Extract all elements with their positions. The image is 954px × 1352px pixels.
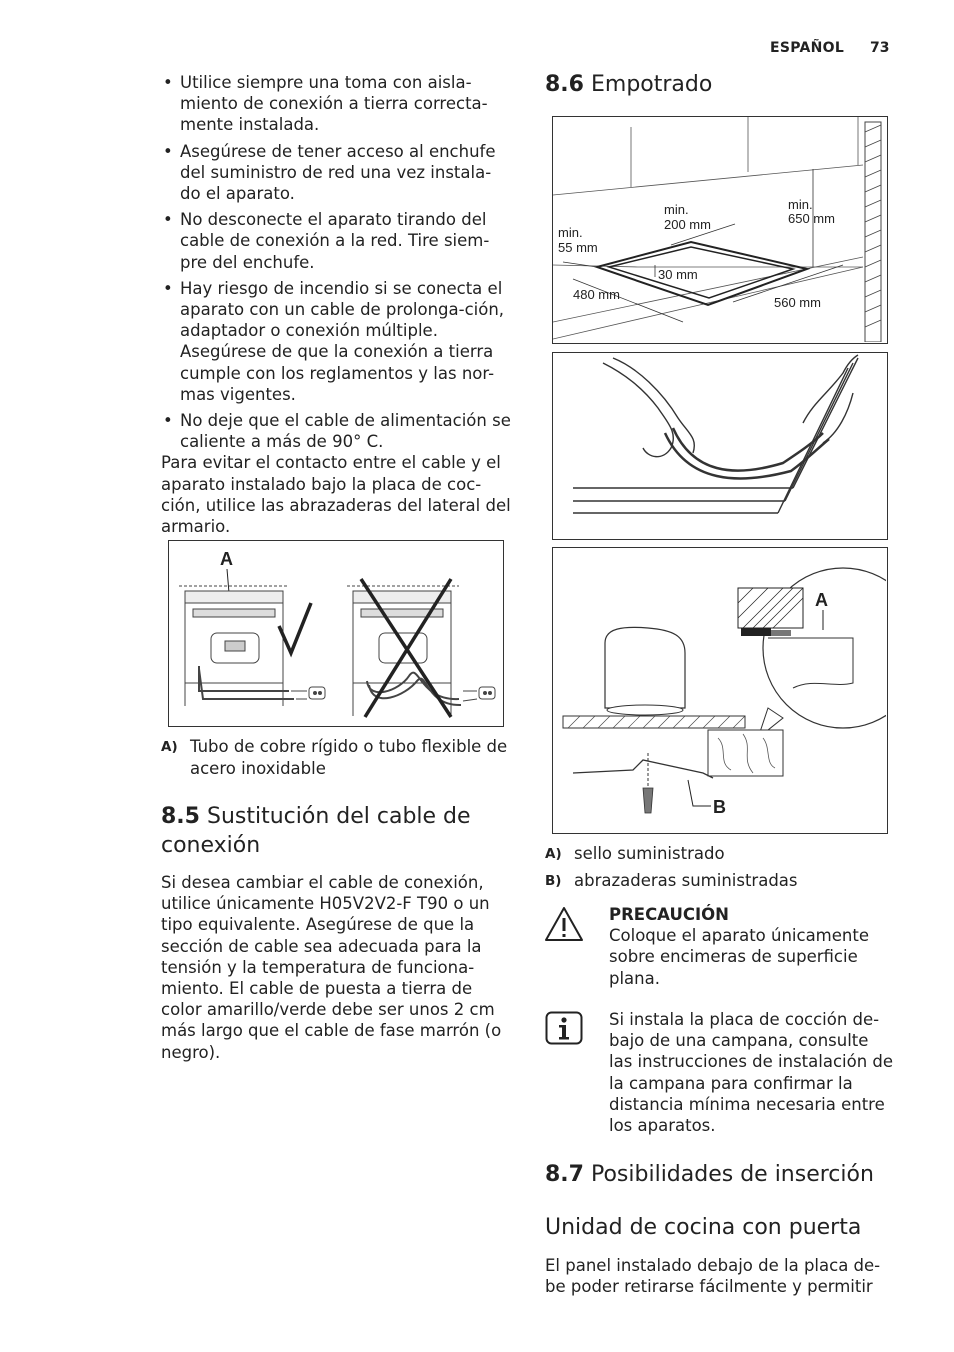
info-callout-text: Si instala la placa de cocción de-bajo de una campana, consulte las instrucciones de instalación de la campana para confirmar la distancia mínima necesaria entre los aparatos. [609,1010,894,1136]
caption-key: B) [545,873,562,889]
dim-min650-line1: min. [788,197,813,212]
clamp-detail-figure [552,547,888,834]
bullet-item: • Hay riesgo de incendio si se conecta el aparato con un cable de prolonga-ción, adaptador o conexión múltiple. Asegúrese de que la conexión a tierra cumple con los reglamentos y las nor-mas vigentes. [161,278,511,405]
caption-key: A) [545,846,562,862]
clamp-detail-illustration [553,548,886,832]
figure-caption-a [161,736,511,779]
caption-text: sello suministrado [574,844,725,863]
section-number: 8.6 [545,72,584,97]
seal-application-illustration [553,353,886,538]
dimensions-figure [552,116,888,344]
cable-clamp-paragraph: Para evitar el contacto entre el cable y el aparato instalado bajo la placa de coc-ción, utilice las abrazaderas del lateral del armario. [161,453,511,537]
caution-title: PRECAUCIÓN [609,905,729,924]
page-number: 73 [870,40,890,56]
bullet-item: • Asegúrese de tener acceso al enchufe del suministro de red una vez instala-do el aparato. [161,141,511,205]
section-heading-8-7 [545,1160,895,1189]
section-title: Empotrado [590,72,713,97]
figure-label-a: A [220,549,233,569]
dim-min55-line2: 55 mm [558,240,598,255]
header-language: ESPAÑOL [770,40,845,56]
left-column [161,72,511,537]
warning-icon [543,905,585,943]
section-number: 8.5 [161,804,200,829]
bullet-item: • No deje que el cable de alimentación se caliente a más de 90° C. [161,410,511,452]
caption-text: Tubo de cobre rígido o tubo flexible de acero inoxidable [190,737,508,778]
dim-480mm: 480 mm [573,287,620,302]
section-8-5-body: Si desea cambiar el cable de conexión, utilice únicamente H05V2V2-F T90 o un tipo equivalente. Asegúrese de que la sección de cable sea adecuada para la tensión y la temperatura de funciona-miento. El cable de puesta a tierra de color amarillo/verde debe ser unos 2 cm más largo que el cable de fase marrón (o negro). [161,873,502,1062]
dim-30mm: 30 mm [658,267,698,282]
bullet-item: • No desconecte el aparato tirando del cable de conexión a la red. Tire siem-pre del enchufe. [161,209,511,273]
figure-caption-clamps [545,870,885,892]
subheading-kitchen-unit: Unidad de cocina con puerta [545,1215,862,1240]
figure-caption-seal [545,843,885,865]
cable-routing-illustration [169,541,502,725]
seal-application-figure [552,352,888,540]
dim-min55-line1: min. [558,225,583,240]
dim-560mm: 560 mm [774,295,821,310]
caption-key: A) [161,739,178,755]
info-icon [545,1011,583,1045]
caution-callout [609,904,894,989]
dim-min650-line2: 650 mm [788,211,835,226]
cable-routing-figure [168,540,504,727]
caption-text: abrazaderas suministradas [574,871,798,890]
detail-label-b: B [713,797,726,817]
dim-min200-line2: 200 mm [664,217,711,232]
safety-bullet-list [161,72,511,452]
section-heading-8-6 [545,70,885,99]
dimensions-diagram [553,117,886,342]
section-number: 8.7 [545,1162,584,1187]
section-title: Sustitución del cable de conexión [161,804,471,858]
section-heading-8-5 [161,802,511,860]
final-paragraph: El panel instalado debajo de la placa de-be poder retirarse fácilmente y permitir [545,1256,881,1297]
caution-text: Coloque el aparato únicamente sobre encimeras de superficie plana. [609,926,869,988]
dim-min200-line1: min. [664,202,689,217]
bullet-item: • Utilice siempre una toma con aisla-miento de conexión a tierra correcta-mente instalada. [161,72,511,136]
section-title: Posibilidades de inserción [590,1162,874,1187]
detail-label-a: A [815,590,828,610]
